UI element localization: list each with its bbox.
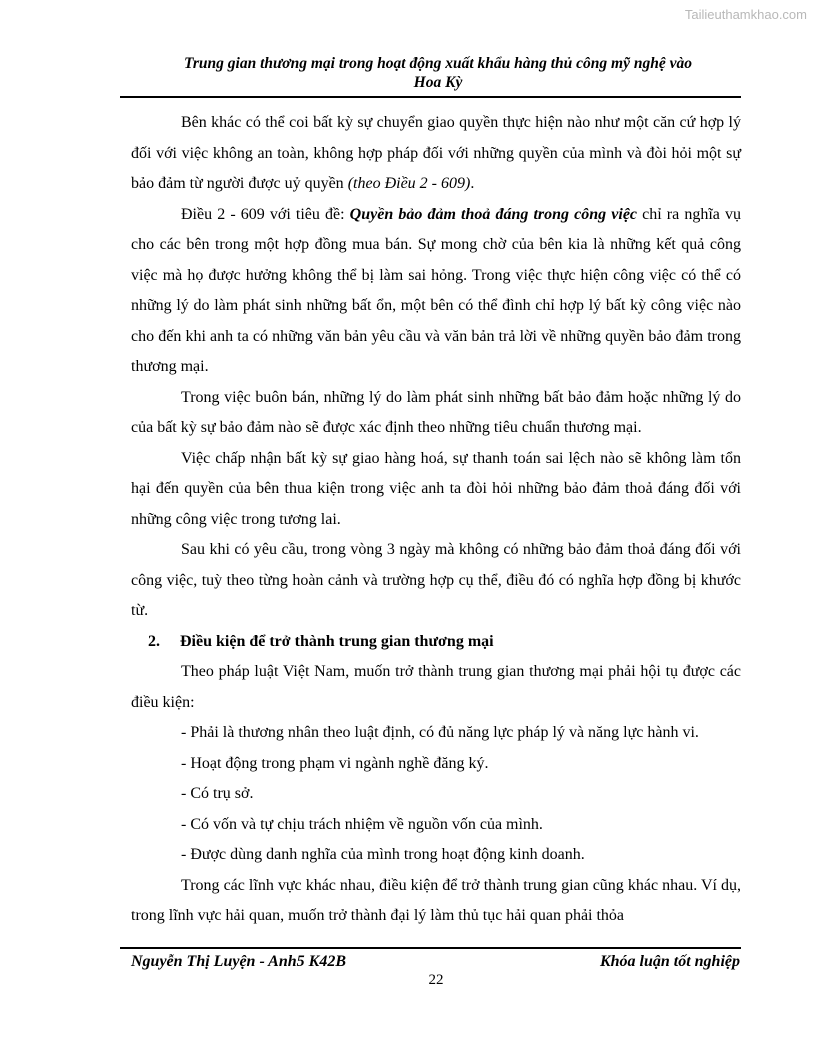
- article-title: Quyền bảo đảm thoả đáng trong công việc: [349, 205, 638, 223]
- watermark: Tailieuthamkhao.com: [684, 7, 807, 22]
- article-reference: (theo Điều 2 - 609): [347, 175, 471, 192]
- list-item: - Có trụ sở.: [181, 785, 254, 802]
- section-heading: [131, 627, 741, 658]
- section-title: Điều kiện để trở thành trung gian thương mại: [180, 632, 494, 650]
- paragraph-2-rest: chỉ ra nghĩa vụ cho các bên trong một hợp đồng mua bán. Sự mong chờ của bên kia là những kết quả công việc mà họ được hưởng không thể bị làm sai hỏng. Trong việc thực hiện công việc có thể có những lý do làm phát sinh những bất ổn, một bên có thể đình chỉ hợp lý bất kỳ công việc nào cho đến khi anh ta có những văn bản yêu cầu và văn bản trả lời về những quyền bảo đảm trong thương mại.: [131, 205, 742, 375]
- page-body: [131, 108, 741, 932]
- list-item: - Có vốn và tự chịu trách nhiệm về nguồn vốn của mình.: [181, 815, 543, 833]
- header-title-line-1: Trung gian thương mại trong hoạt động xuất khẩu hàng thủ công mỹ nghệ vào: [183, 55, 692, 72]
- page-number: 22: [428, 972, 444, 988]
- header-title-line-2: Hoa Kỳ: [413, 74, 463, 91]
- header-divider: [120, 96, 741, 98]
- section-number: 2.: [148, 632, 160, 650]
- paragraph-7: Trong các lĩnh vực khác nhau, điều kiện để trở thành trung gian cũng khác nhau. Ví dụ, trong lĩnh vực hải quan, muốn trở thành đại lý làm thủ tục hải quan phải thỏa: [131, 876, 741, 924]
- paragraph-1-end: .: [470, 175, 475, 192]
- footer-divider: [120, 947, 741, 949]
- list-item: - Phải là thương nhân theo luật định, có đủ năng lực pháp lý và năng lực hành vi.: [181, 724, 699, 741]
- paragraph-5: Sau khi có yêu cầu, trong vòng 3 ngày mà không có những bảo đảm thoả đáng đối với công việc, tuỳ theo từng hoàn cảnh và trường hợp cụ thể, điều đó có nghĩa hợp đồng bị khước từ.: [131, 541, 741, 619]
- list-item: - Hoạt động trong phạm vi ngành nghề đăng ký.: [181, 754, 489, 772]
- paragraph-1: [131, 108, 741, 200]
- list-item: - Được dùng danh nghĩa của mình trong hoạt động kinh doanh.: [181, 846, 585, 863]
- footer-author: Nguyễn Thị Luyện - Anh5 K42B: [131, 953, 346, 970]
- footer-doc-type: Khóa luận tốt nghiệp: [599, 953, 740, 970]
- paragraph-1-text: Bên khác có thể coi bất kỳ sự chuyển giao quyền thực hiện nào như một căn cứ hợp lý đối với việc không an toàn, không hợp pháp đối với những quyền của mình và đòi hỏi một sự bảo đảm từ người được uỷ quyền: [131, 114, 741, 192]
- paragraph-2: [131, 200, 741, 383]
- running-header: [118, 54, 758, 92]
- paragraph-4: Việc chấp nhận bất kỳ sự giao hàng hoá, sự thanh toán sai lệch nào sẽ không làm tổn hại đến quyền của bên thua kiện trong việc anh ta đòi hỏi những bảo đảm thoả đáng đối với những công việc trong tương lai.: [131, 449, 741, 528]
- paragraph-3: Trong việc buôn bán, những lý do làm phát sinh những bất bảo đảm hoặc những lý do của bất kỳ sự bảo đảm nào sẽ được xác định theo những tiêu chuẩn thương mại.: [131, 388, 741, 436]
- paragraph-2-lead: Điều 2 - 609 với tiêu đề:: [181, 205, 350, 223]
- paragraph-6: Theo pháp luật Việt Nam, muốn trở thành trung gian thương mại phải hội tụ được các điều kiện:: [131, 663, 741, 711]
